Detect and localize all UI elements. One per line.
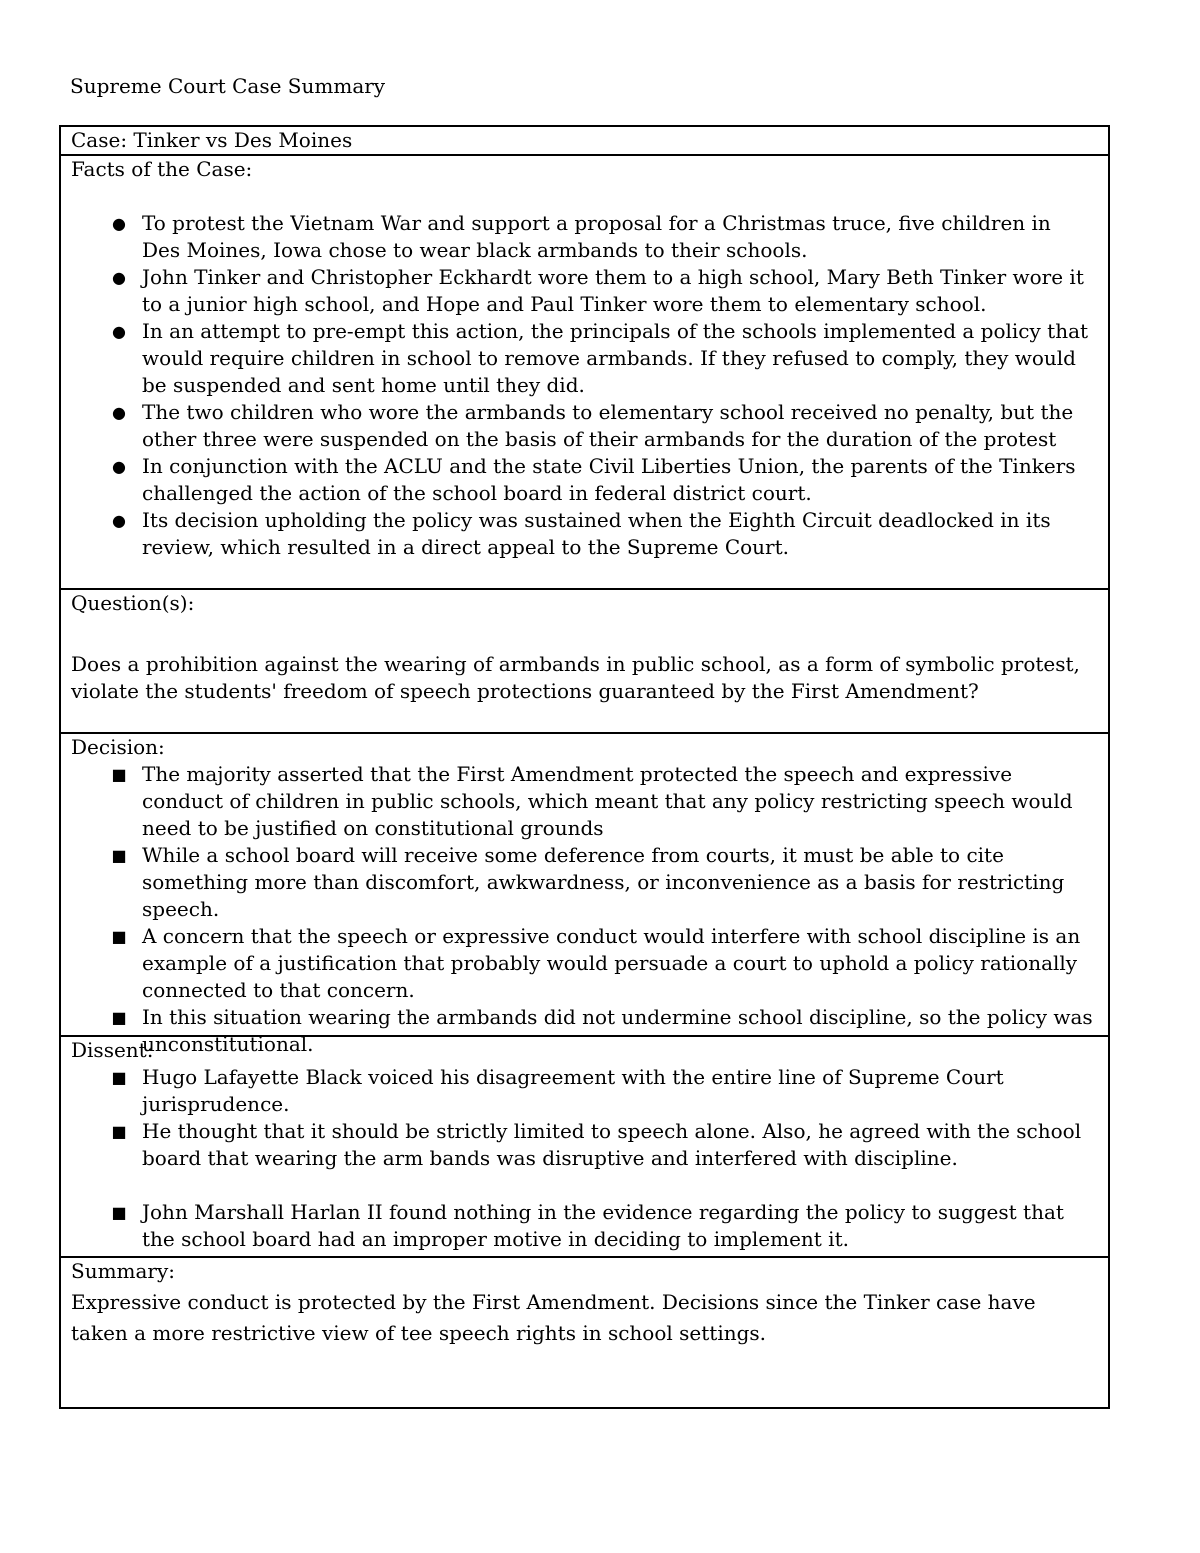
- question-text: Does a prohibition against the wearing of armbands in public school, as a form of symbolic protest, violate the students' freedom of speech protections guaranteed by the First Amendment?: [71, 652, 1080, 703]
- list-item: [71, 1199, 1094, 1253]
- square-bullet-icon: ■: [111, 765, 127, 784]
- bullet-icon: ●: [112, 268, 126, 287]
- facts-section: [61, 154, 1108, 588]
- case-row: [61, 127, 1108, 154]
- case-summary-table: [59, 125, 1110, 1409]
- fact-text: The two children who wore the armbands to elementary school received no penalty, but the other three were suspended on the basis of their armbands for the duration of the protest: [142, 400, 1074, 451]
- bullet-icon: ●: [112, 214, 126, 233]
- decision-text: The majority asserted that the First Amendment protected the speech and expressive conduct of children in public schools, which meant that any policy restricting speech would need to be justified on constitutional grounds: [142, 762, 1073, 840]
- dissent-text: John Marshall Harlan II found nothing in the evidence regarding the policy to suggest that the school board had an improper motive in deciding to implement it.: [142, 1200, 1064, 1251]
- decision-text: While a school board will receive some deference from courts, it must be able to cite something more than discomfort, awkwardness, or inconvenience as a basis for restricting speech.: [142, 843, 1065, 921]
- list-item: [71, 1118, 1094, 1172]
- list-item: [71, 399, 1094, 453]
- facts-label: Facts of the Case:: [71, 157, 253, 181]
- dissent-text: Hugo Lafayette Black voiced his disagreement with the entire line of Supreme Court jurisprudence.: [142, 1065, 1004, 1116]
- dissent-list-continued: [71, 1199, 1094, 1253]
- fact-text: In an attempt to pre-empt this action, the principals of the schools implemented a policy that would require children in school to remove armbands. If they refused to comply, they would be suspended and sent home until they did.: [142, 319, 1089, 397]
- square-bullet-icon: ■: [111, 1122, 127, 1141]
- decision-text: In this situation wearing the armbands did not undermine school discipline, so the policy was unconstitutional.: [142, 1005, 1093, 1056]
- list-item: [71, 923, 1094, 1004]
- decision-label: Decision:: [71, 735, 165, 759]
- square-bullet-icon: ■: [111, 927, 127, 946]
- dissent-text: He thought that it should be strictly limited to speech alone. Also, he agreed with the school board that wearing the arm bands was disruptive and interfered with discipline.: [142, 1119, 1082, 1170]
- list-item: [71, 761, 1094, 842]
- list-item: [71, 264, 1094, 318]
- square-bullet-icon: ■: [111, 846, 127, 865]
- page-title: Supreme Court Case Summary: [70, 74, 386, 98]
- fact-text: To protest the Vietnam War and support a proposal for a Christmas truce, five children in Des Moines, Iowa chose to wear black armbands to their schools.: [142, 211, 1051, 262]
- list-item: [71, 1064, 1094, 1118]
- bullet-icon: ●: [112, 403, 126, 422]
- facts-list: [71, 210, 1094, 561]
- list-item: [71, 318, 1094, 399]
- square-bullet-icon: ■: [111, 1008, 127, 1027]
- decision-list: [71, 761, 1094, 1058]
- dissent-label: Dissent:: [71, 1038, 154, 1062]
- bullet-icon: ●: [112, 511, 126, 530]
- list-item: [71, 453, 1094, 507]
- fact-text: John Tinker and Christopher Eckhardt wore them to a high school, Mary Beth Tinker wore it to a junior high school, and Hope and Paul Tinker wore them to elementary school.: [142, 265, 1084, 316]
- case-label: Case: Tinker vs Des Moines: [71, 128, 353, 152]
- list-item: [71, 842, 1094, 923]
- square-bullet-icon: ■: [111, 1203, 127, 1222]
- list-item: [71, 507, 1094, 561]
- summary-section: [61, 1256, 1108, 1407]
- fact-text: Its decision upholding the policy was sustained when the Eighth Circuit deadlocked in its review, which resulted in a direct appeal to the Supreme Court.: [142, 508, 1051, 559]
- fact-text: In conjunction with the ACLU and the state Civil Liberties Union, the parents of the Tinkers challenged the action of the school board in federal district court.: [142, 454, 1076, 505]
- list-item: [71, 210, 1094, 264]
- summary-text: Expressive conduct is protected by the First Amendment. Decisions since the Tinker case have taken a more restrictive view of tee speech rights in school settings.: [71, 1290, 1036, 1345]
- blank-line: [71, 1172, 1094, 1199]
- dissent-section: [61, 1035, 1108, 1256]
- decision-text: A concern that the speech or expressive conduct would interfere with school discipline is an example of a justification that probably would persuade a court to uphold a policy rationally connected to that concern.: [142, 924, 1081, 1002]
- question-label: Question(s):: [71, 591, 195, 615]
- bullet-icon: ●: [112, 322, 126, 341]
- question-section: [61, 588, 1108, 732]
- summary-label: Summary:: [71, 1259, 176, 1283]
- bullet-icon: ●: [112, 457, 126, 476]
- dissent-list: [71, 1064, 1094, 1172]
- square-bullet-icon: ■: [111, 1068, 127, 1087]
